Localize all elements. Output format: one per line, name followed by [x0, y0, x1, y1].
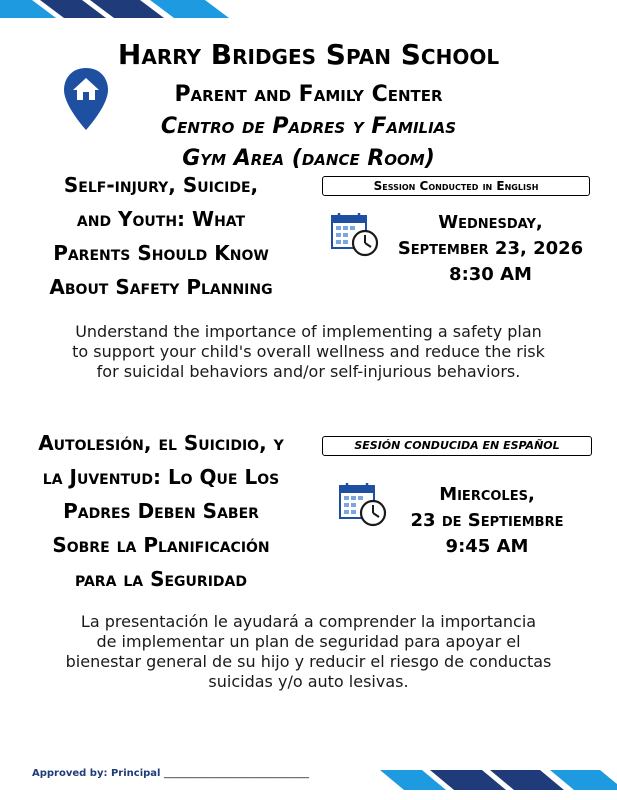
title-line: Self-injury, Suicide,: [63, 173, 259, 197]
center-name-english: Parent and Family Center: [174, 82, 443, 107]
english-datetime: [378, 210, 603, 288]
description-line: for suicidal behaviors and/or self-injurious behaviors.: [96, 362, 521, 381]
english-session-title: [0, 168, 322, 304]
calendar-clock-icon: [338, 482, 388, 528]
center-name-spanish: Centro de Padres y Familias: [160, 114, 457, 139]
bottom-stripes: [370, 770, 617, 792]
english-session-badge: Session Conducted in English: [322, 176, 590, 196]
event-date: September 23, 2026: [397, 238, 584, 259]
description-line: de implementar un plan de seguridad para apoyar el: [96, 632, 521, 651]
event-day: Miercoles,: [439, 484, 535, 505]
approval-line: [32, 768, 309, 779]
description-line: La presentación le ayudará a comprender la importancia: [80, 612, 537, 631]
title-line: Padres Deben Saber: [63, 499, 259, 523]
description-line: bienestar general de su hijo y reducir el riesgo de conductas: [65, 652, 552, 671]
spanish-session-title: [0, 426, 322, 596]
event-day: Wednesday,: [438, 212, 543, 233]
title-line: la Juventud: Lo Que Los: [42, 465, 280, 489]
title-line: para la Seguridad: [74, 567, 247, 591]
approval-label: Approved by: Principal: [32, 768, 161, 779]
home-location-icon: [62, 66, 110, 132]
description-line: suicidas y/o auto lesivas.: [208, 672, 409, 691]
english-description: [0, 322, 617, 382]
event-date: 23 de Septiembre: [410, 510, 564, 531]
title-line: and Youth: What: [76, 207, 246, 231]
title-line: Parents Should Know: [53, 241, 269, 265]
spanish-description: [0, 612, 617, 692]
description-line: Understand the importance of implementing a safety plan: [75, 322, 542, 341]
location: Gym Area (dance Room): [182, 146, 435, 171]
event-time: 8:30 AM: [449, 264, 532, 285]
school-name: Harry Bridges Span School: [117, 38, 500, 71]
title-line: Sobre la Planificación: [52, 533, 270, 557]
top-stripes: [0, 0, 617, 20]
spanish-datetime: [382, 482, 592, 560]
calendar-clock-icon: [330, 212, 380, 258]
signature-blank: _____________________________: [163, 768, 309, 779]
spanish-session-badge: SESIÓN CONDUCIDA EN ESPAÑOL: [322, 436, 592, 456]
title-line: Autolesión, el Suicidio, y: [38, 431, 284, 455]
event-time: 9:45 AM: [445, 536, 529, 557]
description-line: to support your child's overall wellness and reduce the risk: [72, 342, 545, 361]
title-line: About Safety Planning: [49, 275, 273, 299]
